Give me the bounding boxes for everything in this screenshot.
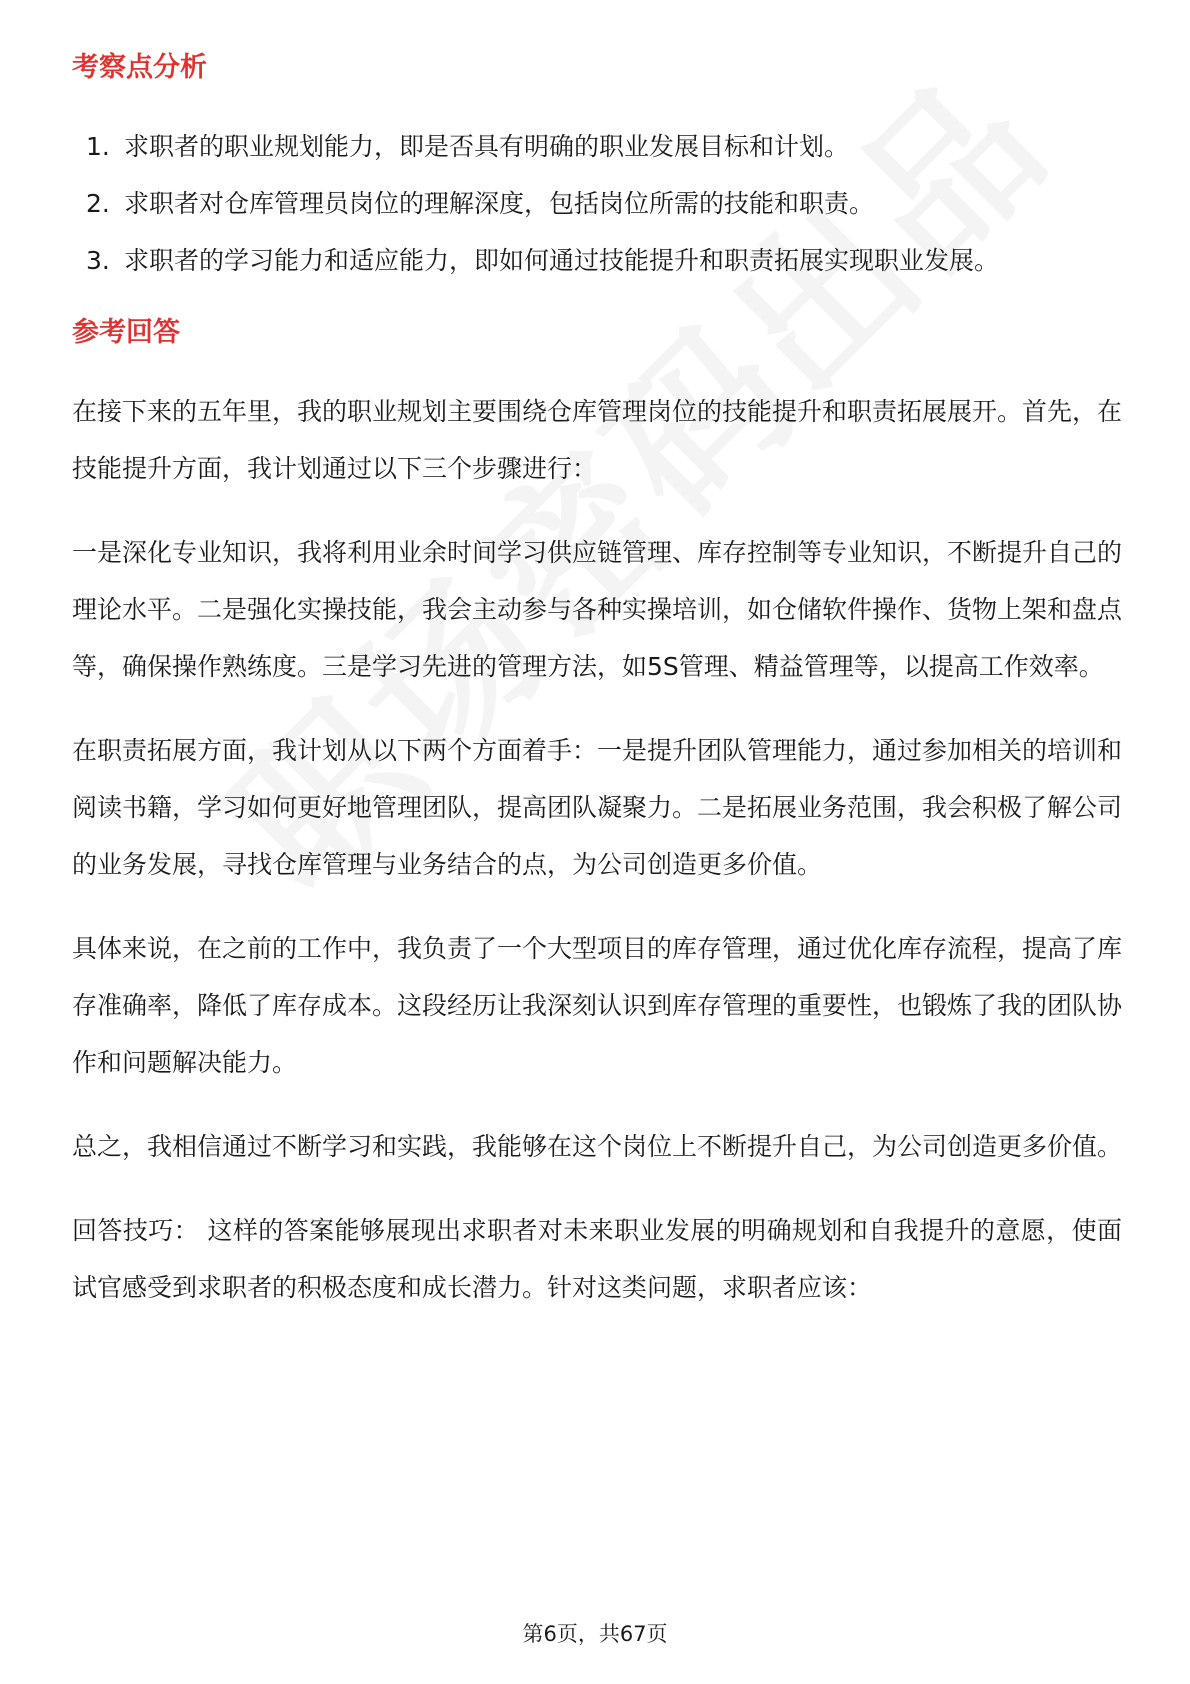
answer-paragraph: 具体来说，在之前的工作中，我负责了一个大型项目的库存管理，通过优化库存流程，提高了库存准确率，降低了库存成本。这段经历让我深刻认识到库存管理的重要性，也锻炼了我的团队协作和问题解决能力。 — [72, 934, 1123, 1077]
answer-tips-paragraph: 回答技巧： 这样的答案能够展现出求职者对未来职业发展的明确规划和自我提升的意愿，使面试官感受到求职者的积极态度和成长潜力。针对这类问题，求职者应该： — [72, 1216, 1122, 1302]
section-title-answer: 参考回答 — [72, 317, 180, 348]
answer-paragraph: 一是深化专业知识，我将利用业余时间学习供应链管理、库存控制等专业知识，不断提升自己的理论水平。二是强化实操技能，我会主动参与各种实操培训，如仓储软件操作、货物上架和盘点等，确保操作熟练度。三是学习先进的管理方法，如5S管理、精益管理等，以提高工作效率。 — [72, 538, 1123, 681]
list-item-number: 3. — [86, 246, 110, 275]
list-item-text: 求职者对仓库管理员岗位的理解深度，包括岗位所需的技能和职责。 — [124, 189, 875, 218]
page-content — [72, 48, 1122, 1316]
list-item — [72, 118, 1122, 175]
analysis-list — [72, 118, 1122, 289]
list-item-text: 求职者的职业规划能力，即是否具有明确的职业发展目标和计划。 — [124, 132, 850, 161]
list-item-number: 1. — [86, 132, 110, 161]
answer-paragraph: 总之，我相信通过不断学习和实践，我能够在这个岗位上不断提升自己，为公司创造更多价值。 — [72, 1132, 1123, 1161]
list-item — [72, 232, 1122, 289]
page-number: 第6页，共67页 — [522, 1622, 668, 1646]
list-item — [72, 175, 1122, 232]
section-title-analysis: 考察点分析 — [72, 52, 207, 83]
list-item-text: 求职者的学习能力和适应能力，即如何通过技能提升和职责拓展实现职业发展。 — [124, 246, 1000, 275]
answer-paragraph: 在职责拓展方面，我计划从以下两个方面着手：一是提升团队管理能力，通过参加相关的培训和阅读书籍，学习如何更好地管理团队，提高团队凝聚力。二是拓展业务范围，我会积极了解公司的业务发展，寻找仓库管理与业务结合的点，为公司创造更多价值。 — [72, 736, 1123, 879]
list-item-number: 2. — [86, 189, 110, 218]
answer-paragraph: 在接下来的五年里，我的职业规划主要围绕仓库管理岗位的技能提升和职责拓展展开。首先，在技能提升方面，我计划通过以下三个步骤进行： — [72, 397, 1123, 483]
